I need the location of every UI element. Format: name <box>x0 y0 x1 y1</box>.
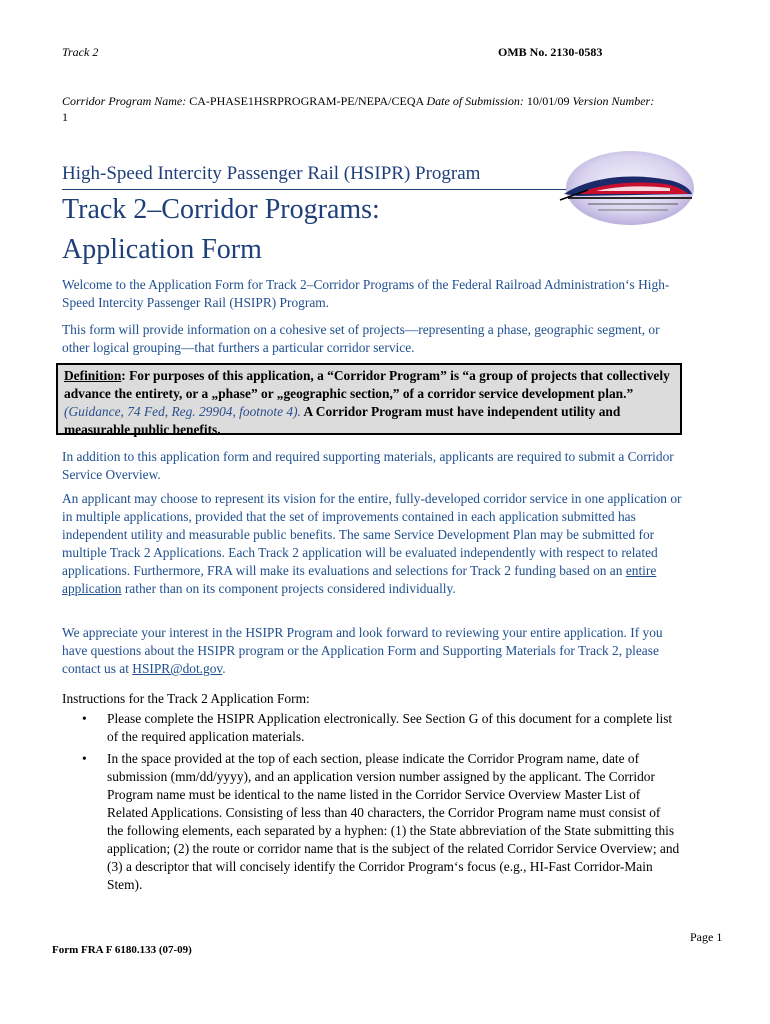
intro-paragraph-2: This form will provide information on a cohesive set of projects—representing a phase, geographic segment, or other logical grouping—that furthers a particular corridor service. <box>62 322 660 355</box>
form-footer: Form FRA F 6180.133 (07-09) <box>52 944 192 956</box>
header-track-label: Track 2 <box>62 45 99 59</box>
list-item <box>80 710 680 746</box>
vision-paragraph <box>62 490 682 598</box>
entire-application-link[interactable]: entire application <box>62 563 657 596</box>
bullet-icon: • <box>82 751 87 766</box>
program-name-value: CA-PHASE1HSRPROGRAM-PE/NEPA/CEQA <box>189 94 424 108</box>
list-item-text: In the space provided at the top of each section, please indicate the Corridor Program name, date of submission (mm/dd/yyyy), and an application version number assigned by the applicant. The Corridor Program name must be identical to the name listed in the Corridor Service Overview Master List of Related Applications. Consisting of less than 40 characters, the Corridor Program name must consist of the following elements, each separated by a hyphen: (1) the State abbreviation of the State submitting this application; (2) the route or corridor name that is the subject of the related Corridor Service Overview; and (3) a descriptor that will concisely identify the Corridor Program‘s focus (e.g., HI-Fast Corridor-Main Stem). <box>107 751 680 892</box>
program-meta <box>62 93 662 125</box>
definition-reference: (Guidance, 74 Fed, Reg. 29904, footnote 4). <box>64 404 301 419</box>
email-link[interactable]: HSIPR@dot.gov <box>132 661 223 676</box>
submission-date-value: 10/01/09 <box>526 94 570 108</box>
program-name-label: Corridor Program Name: <box>62 94 187 108</box>
submission-date-label: Date of Submission: <box>426 94 524 108</box>
contact-text-before: We appreciate your interest in the HSIPR Program and look forward to reviewing your entire application. If you have questions about the HSIPR program or the Application Form and Supporting Materials for Track 2, please contact us at <box>62 625 663 676</box>
definition-label: Definition <box>64 368 122 383</box>
page-number: Page 1 <box>690 930 723 944</box>
instructions-heading: Instructions for the Track 2 Application Form: <box>62 691 310 706</box>
version-value: 1 <box>62 110 68 124</box>
vision-text-after: rather than on its component projects considered individually. <box>121 581 456 596</box>
instructions-list <box>80 710 680 898</box>
program-title: High-Speed Intercity Passenger Rail (HSIPR) Program <box>62 163 481 184</box>
contact-paragraph <box>62 624 682 678</box>
list-item-text: Please complete the HSIPR Application electronically. See Section G of this document for a complete list of the required application materials. <box>107 711 673 744</box>
page-title-line-1: Track 2–Corridor Programs: <box>62 194 380 225</box>
page-title-line-2: Application Form <box>62 234 262 265</box>
version-label: Version Number: <box>572 94 655 108</box>
high-speed-train-icon <box>558 150 698 236</box>
definition-requirement: A Corridor Program must have independent utility and measurable public benefits. <box>64 404 621 437</box>
contact-text-after: . <box>222 661 226 676</box>
bullet-icon: • <box>82 711 87 726</box>
definition-box <box>56 363 682 435</box>
overview-paragraph: In addition to this application form and required supporting materials, applicants are required to submit a Corridor Service Overview. <box>62 449 674 482</box>
definition-text: : For purposes of this application, a “Corridor Program” is “a group of projects that collectively advance the entirety, or a „phase” or „geographic section,” of a corridor service development plan.” <box>64 368 670 401</box>
vision-text-before: An applicant may choose to represent its vision for the entire, fully-developed corridor service in one application or in multiple applications, provided that the set of improvements contained in each application submitted has independent utility and measurable public benefits. The same Service Development Plan may be submitted for multiple Track 2 Applications. Each Track 2 application will be evaluated independently with respect to related applications. Furthermore, FRA will make its evaluations and selections for Track 2 funding based on an <box>62 491 682 578</box>
header-omb-number: OMB No. 2130-0583 <box>498 45 603 59</box>
list-item <box>80 750 680 894</box>
intro-paragraph-1: Welcome to the Application Form for Track 2–Corridor Programs of the Federal Railroad Administration‘s High-Speed Intercity Passenger Rail (HSIPR) Program. <box>62 277 670 310</box>
